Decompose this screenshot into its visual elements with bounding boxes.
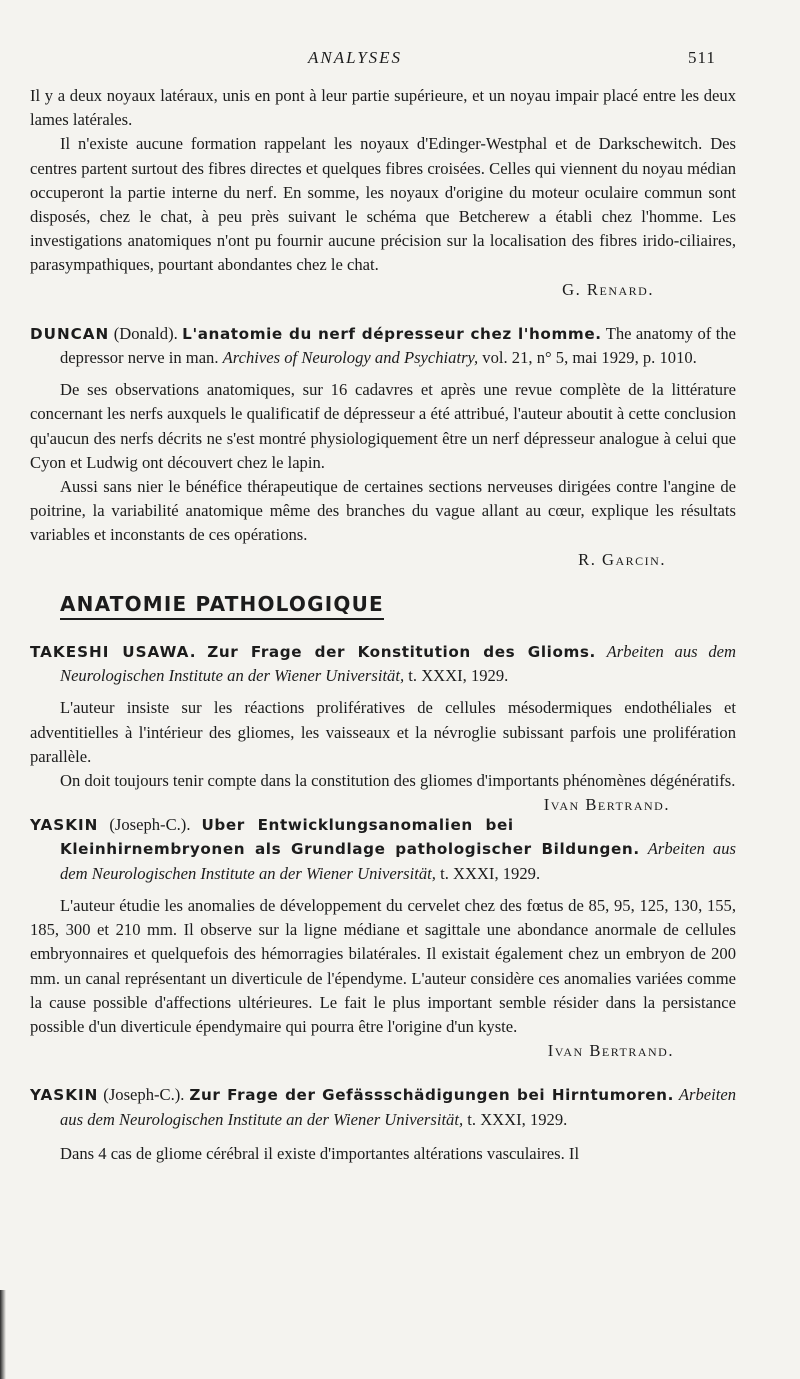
review-author-first: (Donald). [113, 323, 178, 343]
review-journal: Archives of Neurology and Psychiatry, [222, 348, 479, 368]
review-author-first: (Joseph-C.). [103, 1085, 185, 1105]
review-heading [30, 813, 736, 886]
review-journal: Arbeiten aus dem Neurologischen Institute an der Wiener Universität, [60, 642, 736, 686]
review-yaskin-1 [30, 813, 736, 1063]
paragraph: Dans 4 cas de gliome cérébral il existe d'importantes altérations vasculaires. Il [60, 1143, 580, 1163]
review-heading [30, 1083, 736, 1131]
review-title: L'anatomie du nerf dépresseur chez l'homme. [182, 324, 602, 343]
review-author: TAKESHI USAWA. [30, 643, 197, 662]
review-heading [30, 640, 736, 688]
paragraph [30, 769, 736, 815]
paragraph: Aussi sans nier le bénéfice thérapeutique de certaines sections nerveuses dirigées contre l'angine de poitrine, la variabilité anatomique même des branches du vague allant au cœur, explique les résultats variables et inconstants de ces opérations. [30, 477, 736, 545]
page-header [0, 48, 800, 72]
review-duncan [30, 322, 736, 572]
review-citation: t. XXXI, 1929. [408, 666, 509, 686]
review-journal: Arbeiten aus dem Neurologischen Institute an der Wiener Universität, [60, 839, 736, 883]
section-heading-wrap [30, 592, 736, 620]
reviewer-signature: Ivan Bertrand. [543, 795, 670, 815]
review-heading [30, 322, 736, 370]
review-title: Uber Entwicklungsanomalien bei Kleinhirnembryonen als Grundlage pathologischer Bildungen. [60, 816, 640, 859]
review-citation: t. XXXI, 1929. [440, 863, 541, 883]
review-title: Zur Frage der Gefässschädigungen bei Hirntumoren. [189, 1086, 674, 1105]
section-heading: ANATOMIE PATHOLOGIQUE [60, 592, 384, 620]
page-number: 511 [688, 48, 716, 67]
paragraph: Il y a deux noyaux latéraux, unis en pont à leur partie supérieure, et un noyau impair placé entre les deux lames latérales. [30, 86, 736, 130]
review-journal: Arbeiten aus dem Neurologischen Institute an der Wiener Universität, [60, 1085, 737, 1129]
review-author-first: (Joseph-C.). [109, 815, 191, 835]
review-yaskin-2 [30, 1083, 736, 1166]
review-title-original: The anatomy of the depressor nerve in man. [60, 323, 736, 368]
review-author: YASKIN [30, 816, 99, 835]
review-citation: t. XXXI, 1929. [467, 1109, 568, 1129]
paragraph: Il n'existe aucune formation rappelant les noyaux d'Edinger-Westphal et de Darkschewitch. Des centres partent surtout des fibres directes et quelques fibres croisées. Celles qui viennent du noyau médian occuperont la partie interne du nerf. En somme, les noyaux d'origine du moteur oculaire commun sont disposés, chez le chat, à peu près suivant le schéma que Betcherew a établi chez l'homme. Les investigations anatomiques n'ont pu fournir aucune précision sur la localisation des fibres irido-ciliaires, parasympathiques, pourtant abondantes chez le chat. [30, 134, 736, 275]
review-usawa [30, 640, 736, 815]
scan-edge-shadow [0, 1290, 6, 1379]
paragraph: L'auteur étudie les anomalies de développement du cervelet chez des fœtus de 85, 95, 125, 130, 155, 185, 300 et 210 mm. Il observe sur la ligne médiane et sagittale une abondance anormale de cellules embryonnaires et quelquefois des hémorragies bilatérales. Il existait également chez un embryon de 200 mm. un canal représentant un diverticule de l'épendyme. L'auteur considère ces anomalies variées comme la cause possible d'affections ultérieures. Le fait le plus important semble résider dans la persistance possible d'un diverticule épendymaire qui pourra être l'origine d'un kyste. [30, 895, 736, 1036]
review-author: YASKIN [30, 1086, 99, 1105]
reviewer-signature: Ivan Bertrand. [547, 1041, 674, 1061]
running-title: ANALYSES [308, 48, 403, 67]
reviewer-signature: R. Garcin. [578, 549, 666, 569]
paragraph-text: On doit toujours tenir compte dans la constitution des gliomes d'importants phénomènes dégénératifs. [60, 771, 736, 791]
reviewer-signature: G. Renard. [562, 279, 654, 299]
paragraph: De ses observations anatomiques, sur 16 cadavres et après une revue complète de la littérature concernant les nerfs auxquels le qualificatif de dépresseur a été attribué, l'auteur aboutit à cette conclusion qu'aucun des nerfs décrits ne s'est montré physiologiquement être un nerf dépresseur analogue à celui que Cyon et Ludwig ont découvert chez le lapin. [30, 380, 736, 472]
paragraph: L'auteur insiste sur les réactions prolifératives de cellules mésodermiques endothéliales et adventitielles à l'intérieur des gliomes, les vaisseaux et la névroglie subissant parfois une prolifération parallèle. [30, 698, 736, 766]
review-citation: vol. 21, n° 5, mai 1929, p. 1010. [482, 348, 697, 368]
review-title: Zur Frage der Konstitution des Glioms. [207, 643, 596, 662]
page-body [30, 84, 736, 1166]
review-author: DUNCAN [30, 324, 110, 343]
review-continuation [30, 84, 736, 302]
